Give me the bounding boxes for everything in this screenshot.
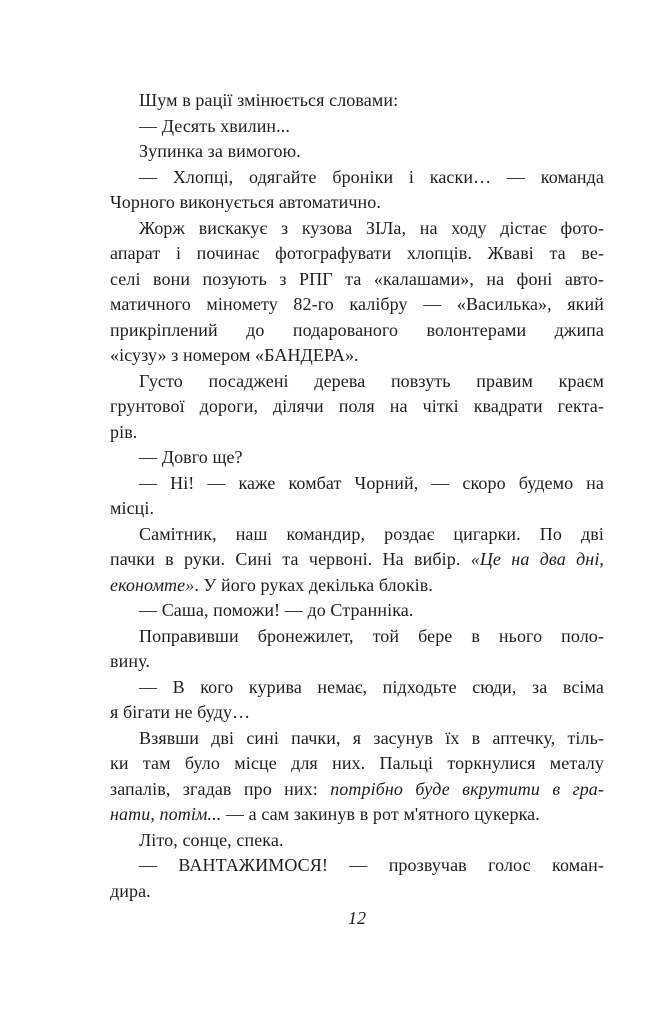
text-segment: — В кого курива немає, підходьте сюди, за всіма (139, 676, 604, 697)
text-line (110, 139, 604, 165)
text-line (110, 165, 604, 191)
text-line (110, 216, 604, 242)
text-segment: . У його руках декілька блоків. (194, 574, 433, 595)
text-segment: запалів, згадав про них: (110, 778, 331, 799)
text-line (110, 292, 604, 318)
text-segment: я бігати не буду… (110, 702, 251, 722)
text-line (110, 420, 604, 446)
text-segment: Шум в рації змінюється словами: (139, 90, 399, 110)
text-segment: вину. (110, 651, 150, 671)
text-line (110, 318, 604, 344)
italic-text-segment: потрібно буде вкрутити в гра- (330, 778, 605, 799)
page-number: 12 (348, 908, 366, 928)
text-line (110, 343, 604, 369)
text-segment: — а сам закинув в рот м'ятного цукерка. (221, 804, 540, 824)
text-segment: Чорного виконується автоматично. (110, 192, 381, 212)
text-line (110, 445, 604, 471)
text-line (110, 700, 604, 726)
text-segment: прикріплений до подарованого волонтерами джипа (110, 319, 604, 340)
text-segment: дира. (110, 880, 151, 901)
text-line (110, 649, 604, 675)
text-line (110, 190, 604, 216)
text-line (110, 241, 604, 267)
text-segment: матичного міномету 82-го калібру — «Василька», який (110, 294, 604, 314)
text-line (110, 751, 604, 777)
text-segment: грунтової дороги, ділячи поля на чіткі квадрати гекта- (110, 396, 604, 416)
text-line (110, 471, 604, 497)
text-line (110, 369, 604, 395)
text-segment: селі вони позують з РПГ та «калашами», на фоні авто- (110, 268, 604, 289)
text-line (110, 522, 604, 548)
text-segment: ки там було місце для них. Пальці торкнулися металу (110, 753, 604, 773)
text-segment: рів. (110, 421, 138, 442)
text-segment: Взявши дві сині пачки, я засунув їх в аптечку, тіль- (139, 727, 604, 748)
text-line (110, 853, 604, 879)
text-line (110, 88, 604, 114)
italic-text-segment: нати, потім... (110, 804, 222, 824)
text-line (110, 267, 604, 293)
italic-text-segment: економте» (110, 574, 195, 595)
text-segment: — Ні! — каже комбат Чорний, — скоро будемо на (139, 472, 604, 493)
text-line (110, 598, 604, 624)
italic-text-segment: «Це на два дні, (470, 549, 605, 569)
text-line (110, 675, 604, 701)
text-segment: Жорж вискакує з кузова ЗІЛа, на ходу дістає фото- (139, 217, 604, 238)
text-segment: — ВАНТАЖИМОСЯ! — прозвучав голос коман- (139, 855, 604, 875)
text-line (110, 802, 604, 828)
text-segment: «ісузу» з номером «БАНДЕРА». (110, 345, 359, 365)
text-line (110, 394, 604, 420)
text-line (110, 624, 604, 650)
text-line (110, 777, 604, 803)
text-segment: Зупинка за вимогою. (139, 141, 301, 161)
text-segment: — Саша, поможи! — до Странніка. (139, 600, 414, 620)
text-line (110, 828, 604, 854)
text-segment: Самітник, наш командир, роздає цигарки. По дві (139, 523, 604, 544)
text-block (110, 88, 604, 904)
text-segment: — Десять хвилин... (139, 115, 290, 136)
text-segment: пачки в руки. Сині та червоні. На вибір. (110, 549, 471, 569)
text-line (110, 496, 604, 522)
text-line (110, 726, 604, 752)
text-line (110, 114, 604, 140)
text-line (110, 573, 604, 599)
text-line (110, 879, 604, 905)
text-line (110, 547, 604, 573)
text-segment: апарат і починає фотографувати хлопців. Жваві та ве- (110, 243, 604, 263)
text-segment: — Хлопці, одягайте броніки і каски… — команда (139, 166, 604, 187)
text-segment: місці. (110, 498, 155, 518)
text-segment: Поправивши бронежилет, той бере в нього поло- (139, 625, 604, 646)
text-segment: Літо, сонце, спека. (139, 829, 284, 850)
text-segment: Густо посаджені дерева повзуть правим краєм (139, 370, 604, 391)
text-segment: — Довго ще? (139, 447, 243, 467)
